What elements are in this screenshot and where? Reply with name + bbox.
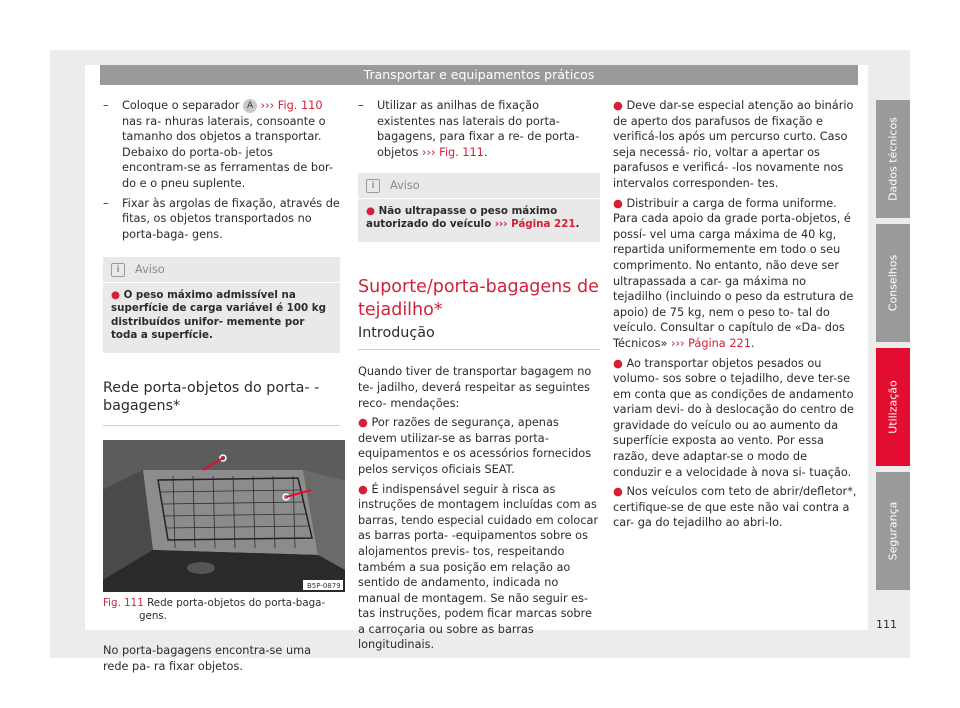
list-item-text: Nos veículos com teto de abrir/defletor*, certifique-se de que este não vai contra a car- ga do tejadilho ao abri-lo. [613, 485, 857, 530]
list-item [613, 196, 858, 352]
list-item [613, 98, 858, 192]
tab-conselhos[interactable] [876, 224, 910, 342]
chapter-title: Suporte/porta-bagagens de tejadilho* [358, 276, 599, 320]
figure-caption [103, 597, 340, 624]
list-item-text: Distribuir a carga de forma uniforme. Para cada apoio da grade porta-objetos, é possí- vel uma carga máxima de 40 kg, repartida uniformemente em todo o seu comprimento. No entanto, não deve ser ultrapassada a car- ga máxima no tejadilho (incluindo o peso da estrutura de apoio) de 75 kg, nem o peso to- tal do veículo. Consultar o capítulo de «Da- dos Técnicos» [613, 196, 854, 350]
tab-label: Dados técnicos [886, 117, 900, 201]
cargo-net-illustration [103, 440, 345, 592]
note-header [358, 173, 600, 199]
bullet-icon: ● [111, 288, 120, 301]
bullet-icon: ● [613, 99, 623, 112]
punctuation: . [483, 145, 488, 159]
list-item [358, 415, 600, 477]
dash-marker: – [103, 196, 109, 210]
note-text: O peso máximo admissível na superfície de carga variável é 100 kg distribuídos unifor- memente por toda a superfície. [111, 288, 326, 342]
column-1 [103, 98, 340, 674]
bullet-icon: ● [613, 485, 623, 499]
warning-note [358, 173, 600, 241]
dash-marker: – [103, 99, 109, 112]
list-item [613, 356, 858, 481]
list-item-text: Ao transportar objetos pesados ou volumo- sos sobre o tejadilho, deve ter-se em conta que as condições de andamento variam devi- do à deslocação do centro de gravidade do veículo ou ao aumento da superfície exposta ao vento. Por essa razão, deve adaptar-se o modo de conduzir e a velocidade à nova si- tuação. [613, 356, 854, 479]
page-header: Transportar e equipamentos práticos [100, 65, 858, 85]
marker-a-icon: A [243, 99, 257, 113]
instruction-text: Fixar às argolas de fixação, através de fitas, os objetos transportados no porta-baga- gens. [122, 196, 340, 241]
tab-utilizacao[interactable] [876, 348, 910, 466]
bullet-icon: ● [366, 204, 375, 217]
page-link[interactable]: ››› Página 221 [494, 218, 576, 231]
instruction-text: nas ra- [122, 114, 162, 128]
tab-label: Utilização [886, 380, 900, 434]
section-subtitle: Introdução [358, 322, 600, 351]
tab-label: Conselhos [886, 254, 900, 312]
info-icon: i [366, 179, 380, 193]
punctuation: . [575, 218, 580, 231]
caption-label: Fig. 111 [103, 596, 144, 609]
column-2 [358, 98, 600, 653]
instruction-item [103, 196, 340, 243]
bullet-icon: ● [613, 196, 623, 210]
warning-note [103, 257, 340, 352]
page-link[interactable]: ››› Página 221 [670, 336, 751, 350]
section-title: Rede porta-objetos do porta- -bagagens* [103, 379, 340, 426]
instruction-text: Utilizar as anilhas de fixação existentes nas laterais do porta-bagagens, para fixar a re- de porta-objetos [377, 99, 580, 159]
list-item [358, 482, 600, 654]
instruction-item [358, 98, 600, 160]
figure-link[interactable]: ››› Fig. 111 [422, 145, 484, 159]
instruction-item [103, 98, 340, 192]
instruction-text: nhuras laterais, consoante o tamanho dos objetos a transportar. Debaixo do porta-ob- jetos encontram-se as ferramentas de bor- do e o pneu suplente. [122, 114, 333, 190]
figure-link[interactable]: ››› Fig. 110 [260, 99, 323, 112]
tab-label: Segurança [886, 501, 900, 561]
bullet-icon: ● [358, 482, 368, 496]
bullet-icon: ● [358, 416, 368, 430]
note-label: Aviso [390, 179, 420, 193]
note-label: Aviso [135, 263, 165, 277]
info-icon: i [111, 263, 125, 277]
bullet-icon: ● [613, 356, 623, 370]
note-header [103, 257, 340, 283]
tab-seguranca[interactable] [876, 472, 910, 590]
instruction-text: Coloque o separador [122, 99, 240, 112]
figure-code: B5P-0879 [307, 581, 341, 590]
intro-paragraph: Quando tiver de transportar bagagem no te- jadilho, deverá respeitar as seguintes reco- mendações: [358, 365, 592, 410]
figure-cargo-net [103, 440, 345, 592]
page-number: 111 [876, 618, 897, 631]
punctuation: . [750, 336, 755, 350]
tab-dados-tecnicos[interactable] [876, 100, 910, 218]
note-text: Não ultrapasse o peso máximo autorizado do veículo [366, 204, 558, 231]
list-item-text: Por razões de segurança, apenas devem utilizar-se as barras porta-equipamentos e os acessórios fornecidos pelos serviços oficiais SEAT. [358, 416, 592, 476]
paragraph: No porta-bagagens encontra-se uma rede pa- ra fixar objetos. [103, 644, 312, 673]
list-item [613, 484, 858, 531]
list-item-text: Deve dar-se especial atenção ao binário de aperto dos parafusos de fixação e verificá-los após um percurso curto. Caso seja necessá- rio, voltar a apertar os parafusos e verificá- -los novamente nos intervalos corresponden- tes. [613, 99, 854, 190]
column-3 [613, 98, 858, 531]
dash-marker: – [358, 99, 364, 112]
note-body [103, 283, 340, 343]
note-body [358, 199, 600, 232]
caption-text: Rede porta-objetos do porta-baga- gens. [139, 596, 326, 622]
list-item-text: É indispensável seguir à risca as instruções de montagem incluídas com as barras, tendo especial cuidado em colocar as barras porta- -equipamentos sobre os alojamentos previs- tos, respeitando também a sua posição em relação ao sentido de andamento, indicada no manual de montagem. Se não seguir es- tas instruções, podem ficar marcas sobre a carroçaria ou sobre as barras longitudinais. [358, 482, 599, 652]
